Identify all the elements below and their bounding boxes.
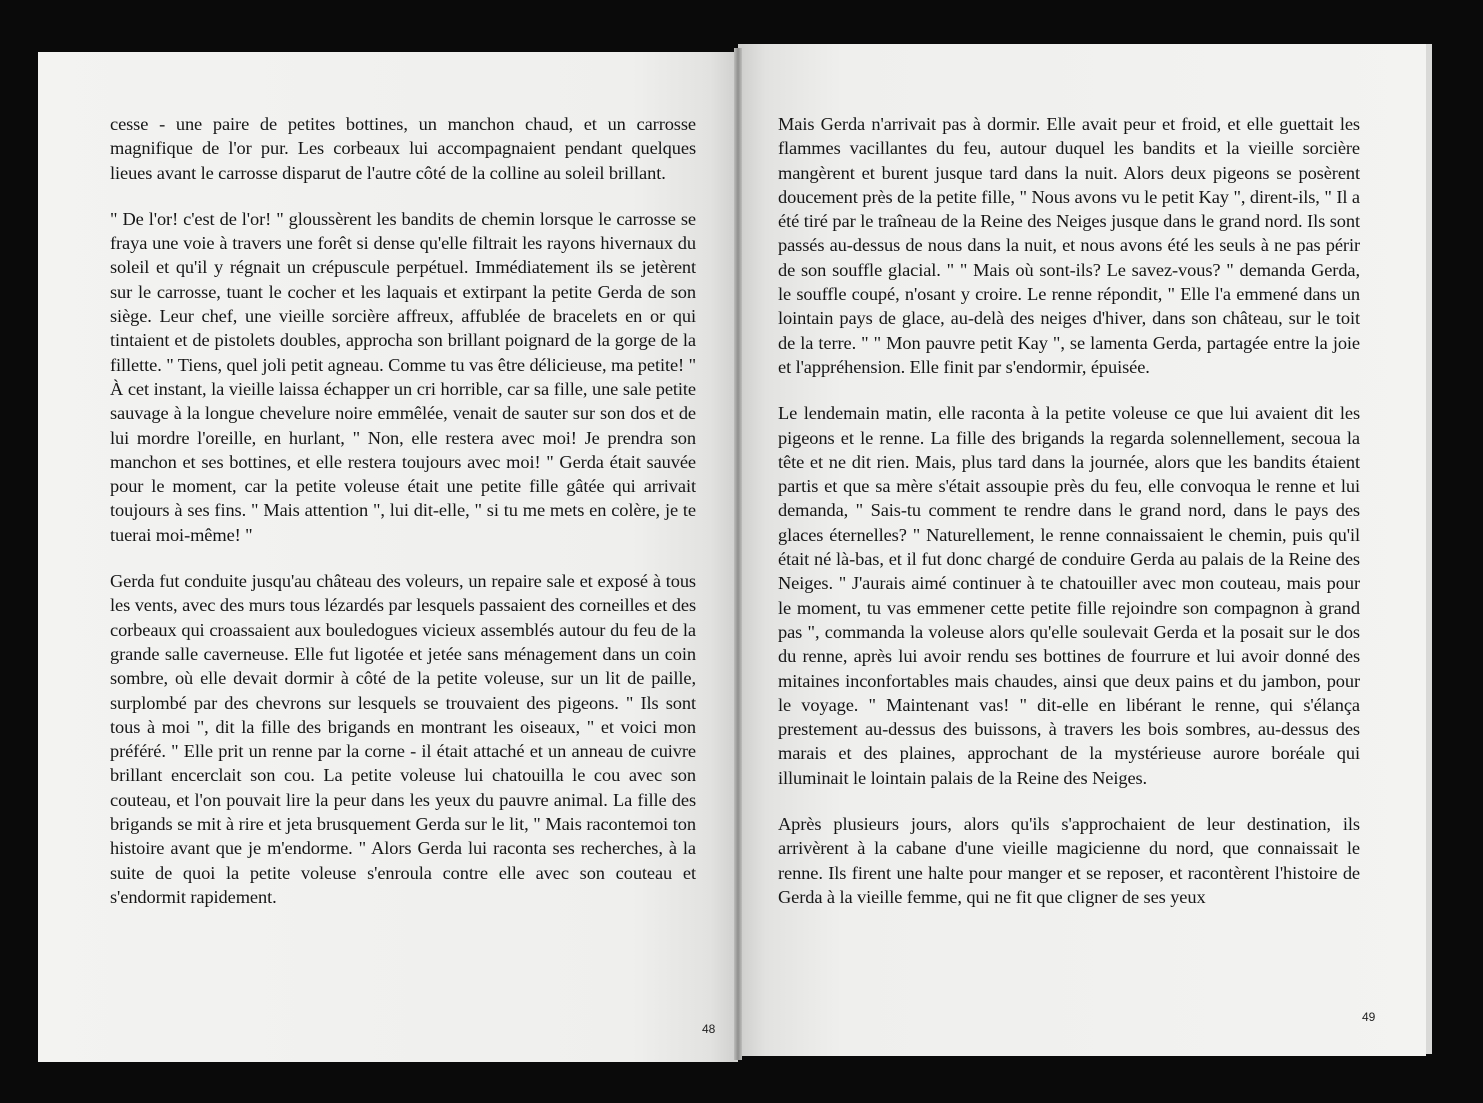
left-paragraph-1: cesse - une paire de petites bottines, un manchon chaud, et un carrosse magnifique de l'or pur. Les corbeaux lui accompagnaient pendant quelques lieues avant le carrosse disparut de l'autre côté de la colline au soleil brillant. (110, 114, 696, 183)
right-paragraph-1: Mais Gerda n'arrivait pas à dormir. Elle avait peur et froid, et elle guettait les flammes vacillantes du feu, autour duquel les bandits et la vieille sorcière mangèrent et burent jusque tard dans la nuit. Alors deux pigeons se posèrent doucement près de la petite fille, " Nous avons vu le petit Kay ", dirent-ils, " Il a été tiré par le traîneau de la Reine des Neiges jusque dans le grand nord. Ils sont passés au-dessus de nous dans la nuit, et nous avons été les seuls à ne pas périr de son souffle glacial. " " Mais où sont-ils? Le savez-vous? " demanda Gerda, le souffle coupé, n'osant y croire. Le renne répondit, " Elle l'a emmené dans un lointain pays de glace, au-delà des neiges d'hiver, dans son château, sur le toit de la terre. " " Mon pauvre petit Kay ", se lamenta Gerda, partagée entre la joie et l'appréhension. Elle finit par s'endormir, épuisée. (778, 114, 1360, 377)
right-page-text (778, 112, 1360, 931)
right-page-number: 49 (1362, 1010, 1376, 1024)
right-paragraph-2: Le lendemain matin, elle raconta à la petite voleuse ce que lui avaient dit les pigeons et le renne. La fille des brigands la regarda solennellement, secoua la tête et ne dit rien. Mais, plus tard dans la journée, alors que les bandits étaient partis et que sa mère s'était assoupie près du feu, elle convoqua le renne et lui demanda, " Sais-tu comment te rendre dans le grand nord, dans le pays des glaces éternelles? " Naturellement, le renne connaissaient le chemin, puis qu'il était né là-bas, et il fut donc chargé de conduire Gerda au palais de la Reine des Neiges. " J'aurais aimé continuer à te chatouiller avec mon couteau, mais pour le moment, tu vas emmener cette petite fille rejoindre son compagnon à grand pas ", commanda la voleuse alors qu'elle soulevait Gerda et la posait sur le dos du renne, après lui avoir rendu ses bottines de fourrure et lui avoir donné des mitaines inconfortables mais chaudes, ainsi que deux pains et du jambon, pour le voyage. " Maintenant vas! " dit-elle en libérant le renne, qui s'élança prestement au-dessus des buissons, à travers les bois sombres, au-dessus des marais et des plaines, approchant de la mystérieuse aurore boréale qui illuminait le lointain palais de la Reine des Neiges. (778, 403, 1360, 788)
book-gutter (734, 48, 742, 1060)
left-page-number: 48 (702, 1022, 716, 1036)
right-page (738, 44, 1426, 1056)
left-paragraph-2: " De l'or! c'est de l'or! " gloussèrent les bandits de chemin lorsque le carrosse se fraya une voie à travers une forêt si dense qu'elle filtrait les rayons hivernaux du soleil et qu'il y régnait un crépuscule perpétuel. Immédiatement ils se jetèrent sur le carrosse, tuant le cocher et les laquais et extirpant la petite Gerda de son siège. Leur chef, une vieille sorcière affreux, affublée de bracelets en or qui tintaient et de pistolets doubles, approcha son brillant poignard de la gorge de la fillette. " Tiens, quel joli petit agneau. Comme tu vas être délicieuse, ma petite! " À cet instant, la vieille laissa échapper un cri horrible, car sa fille, une sale petite sauvage à la longue chevelure noire emmêlée, venait de sauter sur son dos et de lui mordre l'oreille, en hurlant, " Non, elle restera avec moi! Je prendra son manchon et ses bottines, et elle restera toujours avec moi! " Gerda était sauvée pour le moment, car la petite voleuse était une petite fille gâtée qui arrivait toujours à ses fins. " Mais attention ", lui dit-elle, " si tu me mets en colère, je te tuerai moi-même! " (110, 208, 696, 545)
left-page-text (110, 112, 696, 931)
right-paragraph-3: Après plusieurs jours, alors qu'ils s'approchaient de leur destination, ils arrivèrent à la cabane d'une vieille magicienne du nord, que connaissait le renne. Ils firent une halte pour manger et se reposer, et racontèrent l'histoire de Gerda à la vieille femme, qui ne fit que cligner de ses yeux (778, 814, 1360, 907)
left-paragraph-3: Gerda fut conduite jusqu'au château des voleurs, un repaire sale et exposé à tous les vents, avec des murs tous lézardés par lesquels passaient des corneilles et des corbeaux qui croassaient aux bouledogues vicieux assemblés autour du feu de la grande salle caverneuse. Elle fut ligotée et jetée sans ménagement dans un coin sombre, où elle devait dormir à côté de la petite voleuse, sur un lit de paille, surplombé par des chevrons sur lesquels se trouvaient des pigeons. " Ils sont tous à moi ", dit la fille des brigands en montrant les oiseaux, " et voici mon préféré. " Elle prit un renne par la corne - il était attaché et un anneau de cuivre brillant encerclait son cou. La petite voleuse lui chatouilla le cou avec son couteau, et l'on pouvait lire la peur dans les yeux du pauvre animal. La fille des brigands se mit à rire et jeta brusquement Gerda sur le lit, " Mais racontemoi ton histoire avant que je m'endorme. " Alors Gerda lui raconta ses recherches, à la suite de quoi la petite voleuse s'enroula contre elle avec son couteau et s'endormit rapidement. (110, 571, 696, 907)
page-edge (1426, 44, 1432, 1054)
left-page (38, 52, 738, 1062)
